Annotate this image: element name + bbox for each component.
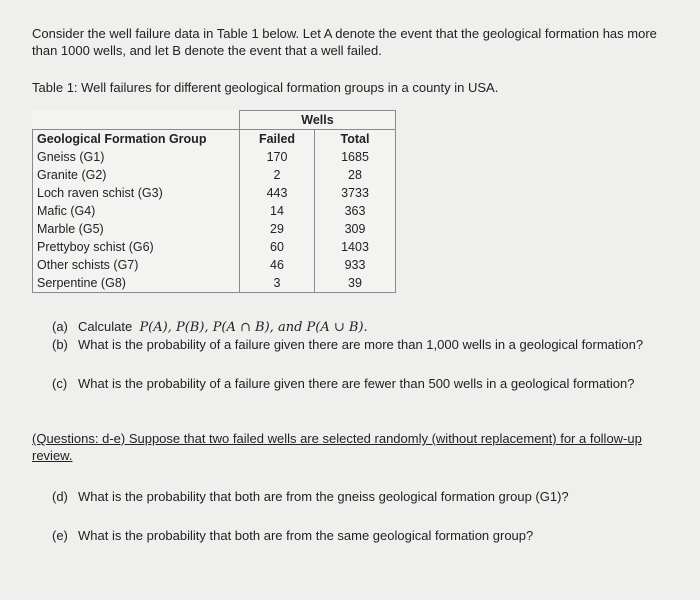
col-header-failed: Failed [240, 130, 315, 149]
cell-total: 309 [315, 220, 396, 238]
question-e-text: What is the probability that both are from the same geological formation group? [78, 528, 534, 543]
table-row [33, 274, 396, 293]
question-a-prefix: Calculate [78, 319, 133, 334]
table-row [33, 202, 396, 220]
question-e-label: (e) [52, 528, 68, 543]
well-failures-table [32, 110, 396, 293]
cell-group: Serpentine (G8) [33, 274, 240, 293]
cell-failed: 2 [240, 166, 315, 184]
cell-total: 3733 [315, 184, 396, 202]
cell-group: Prettyboy schist (G6) [33, 238, 240, 256]
question-a [52, 318, 662, 336]
question-b-label: (b) [52, 337, 68, 352]
table-row [33, 184, 396, 202]
cell-group: Mafic (G4) [33, 202, 240, 220]
table-row [33, 166, 396, 184]
cell-failed: 170 [240, 148, 315, 166]
question-a-expression: P(A), P(B), P(A ∩ B), and P(A ∪ B). [139, 320, 368, 335]
question-c-text: What is the probability of a failure given there are fewer than 500 wells in a geological formation? [78, 376, 635, 391]
col-header-total: Total [315, 130, 396, 149]
cell-total: 933 [315, 256, 396, 274]
question-d-label: (d) [52, 489, 68, 504]
question-d-text: What is the probability that both are from the gneiss geological formation group (G1)? [78, 489, 569, 504]
question-d [52, 488, 672, 505]
table-row [33, 220, 396, 238]
cell-total: 1403 [315, 238, 396, 256]
question-c-label: (c) [52, 376, 68, 391]
table-row [33, 238, 396, 256]
question-b [52, 336, 662, 353]
intro-paragraph: Consider the well failure data in Table 1 below. Let A denote the event that the geological formation has more than 1000 wells, and let B denote the event that a well failed. [32, 26, 657, 58]
questions-d-e-note: (Questions: d-e) Suppose that two failed wells are selected randomly (without replacement) for a follow-up review. [32, 431, 642, 463]
cell-failed: 29 [240, 220, 315, 238]
cell-total: 363 [315, 202, 396, 220]
cell-failed: 3 [240, 274, 315, 293]
cell-group: Loch raven schist (G3) [33, 184, 240, 202]
table-row [33, 256, 396, 274]
wells-group-header: Wells [240, 111, 396, 130]
cell-failed: 14 [240, 202, 315, 220]
cell-group: Gneiss (G1) [33, 148, 240, 166]
cell-group: Other schists (G7) [33, 256, 240, 274]
cell-failed: 46 [240, 256, 315, 274]
question-c [52, 375, 662, 392]
table-caption: Table 1: Well failures for different geological formation groups in a county in USA. [32, 80, 499, 95]
question-a-label: (a) [52, 319, 68, 334]
cell-group: Granite (G2) [33, 166, 240, 184]
cell-failed: 443 [240, 184, 315, 202]
cell-total: 28 [315, 166, 396, 184]
cell-group: Marble (G5) [33, 220, 240, 238]
cell-total: 1685 [315, 148, 396, 166]
col-header-group: Geological Formation Group [33, 130, 240, 149]
question-b-text: What is the probability of a failure given there are more than 1,000 wells in a geological formation? [78, 337, 644, 352]
cell-failed: 60 [240, 238, 315, 256]
question-e [52, 527, 672, 544]
table-row [33, 148, 396, 166]
cell-total: 39 [315, 274, 396, 293]
